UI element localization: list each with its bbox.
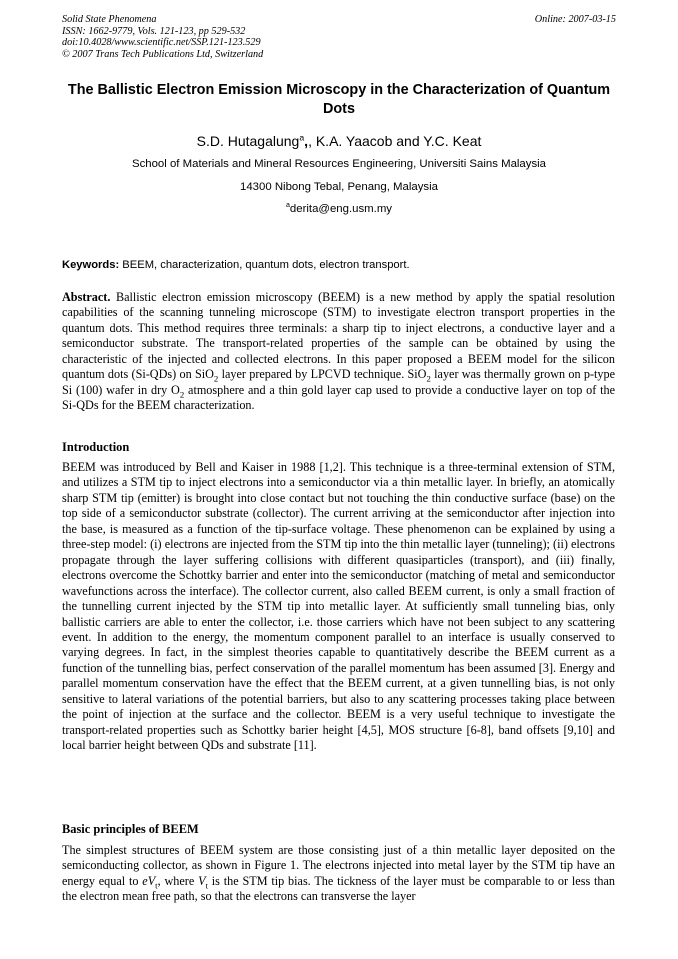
subscript: 2 [213, 373, 219, 384]
journal-name: Solid State Phenomena [62, 14, 157, 25]
author-comma: , [304, 133, 309, 149]
keywords [62, 258, 616, 272]
author-name: S.D. Hutagalung [196, 133, 300, 149]
abstract-text: layer prepared by LPCVD technique. SiO [218, 367, 427, 382]
subscript: 2 [426, 373, 431, 384]
journal-header [62, 14, 616, 60]
coauthors: , K.A. Yaacob and Y.C. Keat [308, 133, 482, 149]
journal-issn: ISSN: 1662-9779, Vols. 121-123, pp 529-532 [62, 25, 246, 37]
author-affiliation-mark: a [299, 132, 305, 143]
journal-copyright: © 2007 Trans Tech Publications Ltd, Switzerland [62, 48, 264, 60]
math-symbol: eV [142, 873, 156, 888]
abstract [62, 290, 615, 414]
subscript: t [155, 880, 158, 891]
author-list [62, 132, 616, 150]
abstract-label: Abstract. [62, 290, 111, 304]
paper-title: The Ballistic Electron Emission Microscopy in the Characterization of Quantum Dots [67, 82, 611, 117]
keywords-text: BEEM, characterization, quantum dots, electron transport. [119, 259, 410, 271]
introduction-paragraph: BEEM was introduced by Bell and Kaiser in 1988 [1,2]. This technique is a three-terminal extension of STM, and utilizes a STM tip to inject electrons into a semiconductor via a thin metallic layer. In briefly, an atomically sharp STM tip (emitter) is brought into close contact but not touching the thin conductive surface (base) on the top side of a semiconductor substrate (collector). The current arriving at the semiconductor after injection into the base, is measured as a function of the tip-surface voltage. These phenomenon can be explained by using a three-step model: (i) electrons are injected from the STM tip into the thin metallic layer (tunneling); (ii) electrons propagate through the layer suffering collisions with different quasiparticles (transport), and (iii) finally, electrons overcome the Schottky barrier and enter into the semiconductor (matching of metal and semiconductor wavefunctions across the interface). The collector current, also called BEEM current, is only a small fraction of the tunnelling current injected by the STM tip into metallic layer. At sufficiently small tunneling bias, only ballistic carriers are able to enter the collector, i.e. those carriers which have not been subject to any scattering event. In addition to the energy, the momentum component parallel to an interface is usually conserved to varying degrees. In fact, in the simplest theories capable to quantitatively describe the BEEM current as a function of the tunnelling bias, perfect conservation of the parallel momentum has been assumed [3]. Energy and parallel momentum conservation have the effect that the BEEM current, at a given tunnelling bias, is not only sensitive to lateral variations of the potential barriers, but also to any scattering processes taking place between the point of injection at the surface and the collector. BEEM is a very useful technique to investigate the transport-related properties such as Schottky barier height [4,5], MOS structure [6-8], band offsets [9,10] and local barrier height between QDs and substrate [11]. [62, 460, 615, 753]
paragraph-text: The simplest structures of BEEM system are those consisting just of a thin metallic layer deposited on the semiconducting collector, as shown in Figure 1. The electrons injected into metal layer by the STM tip have an energy equal to [62, 843, 615, 888]
paragraph-text: , where [157, 873, 199, 888]
keywords-label: Keywords: [62, 259, 120, 271]
math-symbol: V [198, 873, 206, 888]
abstract-text: layer was thermally grown on p-type Si (100) wafer in dry O [62, 367, 616, 397]
subscript: 2 [179, 389, 185, 400]
affiliation-address: 14300 Nibong Tebal, Penang, Malaysia [239, 181, 438, 193]
paragraph-text: is the STM tip bias. The tickness of the layer must be comparable to or less than the electron mean free path, so that the electrons can transverse the layer [62, 873, 615, 904]
affiliation-line: School of Materials and Mineral Resources Engineering, Universiti Sains Malaysia [131, 158, 547, 170]
email-address[interactable]: derita@eng.usm.my [289, 203, 392, 215]
abstract-text: atmosphere and a thin gold layer cap used to provide a conductive layer on top of the Si-QDs for the BEEM characterization. [62, 382, 616, 413]
basic-principles-paragraph [62, 843, 615, 905]
author-email [62, 202, 616, 216]
email-mark: a [285, 202, 290, 210]
subscript: t [205, 880, 208, 891]
journal-doi: doi:10.4028/www.scientific.net/SSP.121-123.529 [62, 37, 261, 49]
section-heading-basic-principles: Basic principles of BEEM [62, 822, 199, 836]
abstract-text: Ballistic electron emission microscopy (BEEM) is a new method by apply the spatial resolution capabilities of the scanning tunneling microscope (STM) to investigate electron transport properties in the quantum dots. This method requires three terminals: a sharp tip to inject electrons, a conductive layer and a semiconductor substrate. The transport-related properties of the sample can be obtained by using the characteristic of the injected and collected electrons. In this paper proposed a BEEM model for the silicon quantum dots (Si-QDs) on SiO [62, 290, 615, 382]
online-date: Online: 2007-03-15 [534, 14, 616, 25]
section-heading-introduction: Introduction [62, 440, 130, 454]
